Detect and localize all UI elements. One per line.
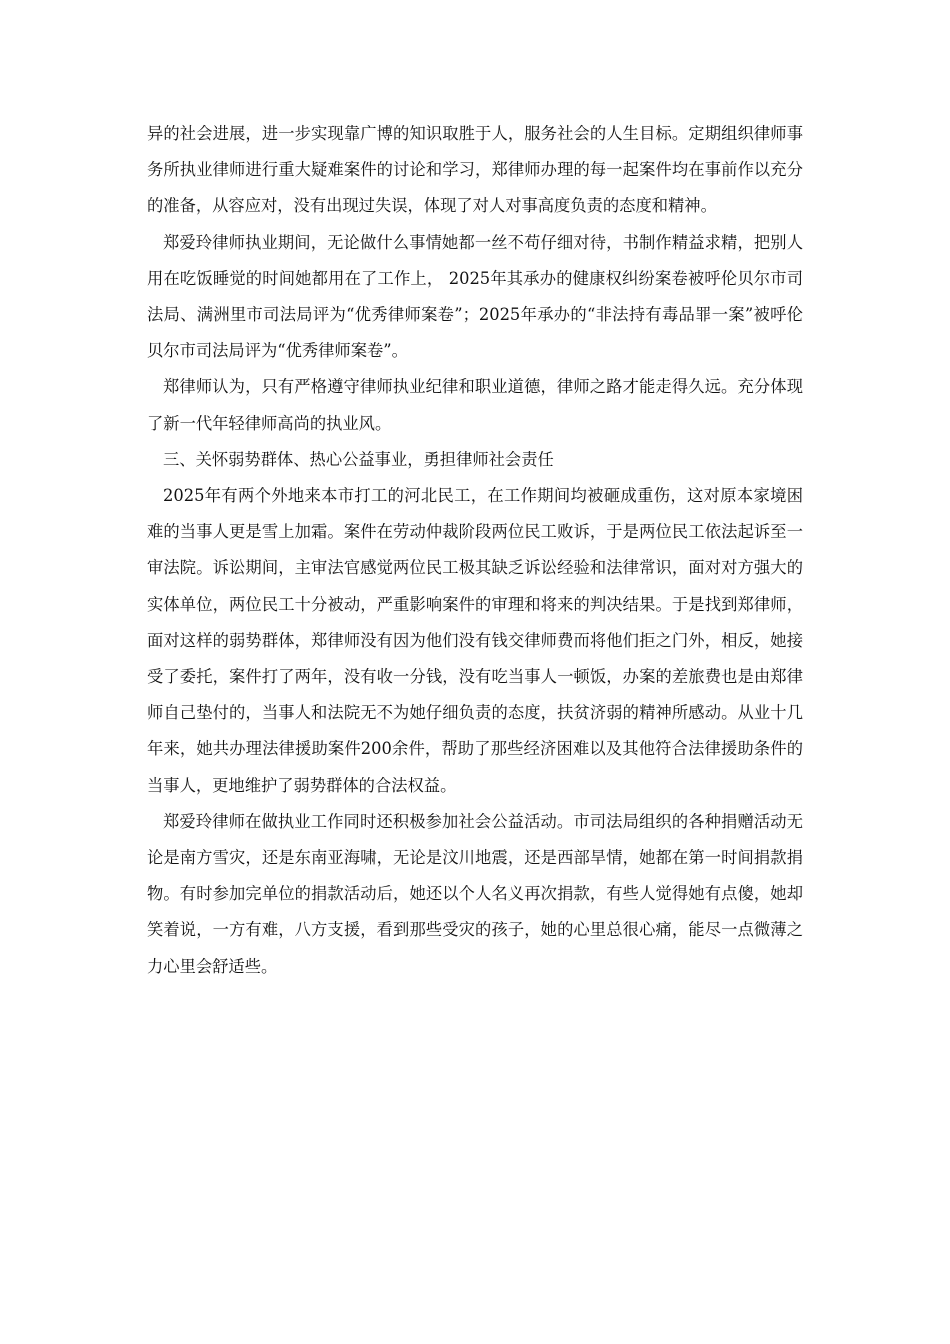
section-heading-social-responsibility: 三、关怀弱势群体、热心公益事业，勇担律师社会责任 — [163, 449, 554, 469]
paragraph-professional-ethics: 郑律师认为，只有严格遵守律师执业纪律和职业道德，律师之路才能走得久远。充分体现了新一代年轻律师高尚的执业风。 — [147, 377, 803, 433]
document-body — [147, 116, 803, 985]
paragraph-continuation: 异的社会进展，进一步实现靠广博的知识取胜于人，服务社会的人生目标。定期组织律师事务所执业律师进行重大疑难案件的讨论和学习，郑律师办理的每一起案件均在事前作以充分的准备，从容应对，没有出现过失误，体现了对人对事高度负责的态度和精神。 — [147, 124, 803, 216]
paragraph-public-welfare: 郑爱玲律师在做执业工作同时还积极参加社会公益活动。市司法局组织的各种捐赠活动无论是南方雪灾，还是东南亚海啸，无论是汶川地震，还是西部旱情，她都在第一时间捐款捐物。有时参加完单位的捐款活动后，她还以个人名义再次捐款，有些人觉得她有点傻，她却笑着说，一方有难，八方支援，看到那些受灾的孩子，她的心里总很心痛，能尽一点微薄之力心里会舒适些。 — [147, 811, 803, 976]
paragraph-case-files-award: 郑爱玲律师执业期间，无论做什么事情她都一丝不苟仔细对待，书制作精益求精，把别人用在吃饭睡觉的时间她都用在了工作上， 2025年其承办的健康权纠纷案卷被呼伦贝尔市司法局、满洲里市司法局评为“优秀律师案卷”；2025年承办的“非法持有毒品罪一案”被呼伦贝尔市司法局评为“优秀律师案卷”。 — [147, 232, 803, 361]
paragraph-legal-aid-case: 2025年有两个外地来本市打工的河北民工，在工作期间均被砸成重伤，这对原本家境困难的当事人更是雪上加霜。案件在劳动仲裁阶段两位民工败诉，于是两位民工依法起诉至一审法院。诉讼期间，主审法官感觉两位民工极其缺乏诉讼经验和法律常识，面对对方强大的实体单位，两位民工十分被动，严重影响案件的审理和将来的判决结果。于是找到郑律师，面对这样的弱势群体，郑律师没有因为他们没有钱交律师费而将他们拒之门外，相反，她接受了委托，案件打了两年，没有收一分钱，没有吃当事人一顿饭，办案的差旅费也是由郑律师自己垫付的，当事人和法院无不为她仔细负责的态度，扶贫济弱的精神所感动。从业十几年来，她共办理法律援助案件200余件，帮助了那些经济困难以及其他符合法律援助条件的当事人，更地维护了弱势群体的合法权益。 — [147, 486, 803, 795]
